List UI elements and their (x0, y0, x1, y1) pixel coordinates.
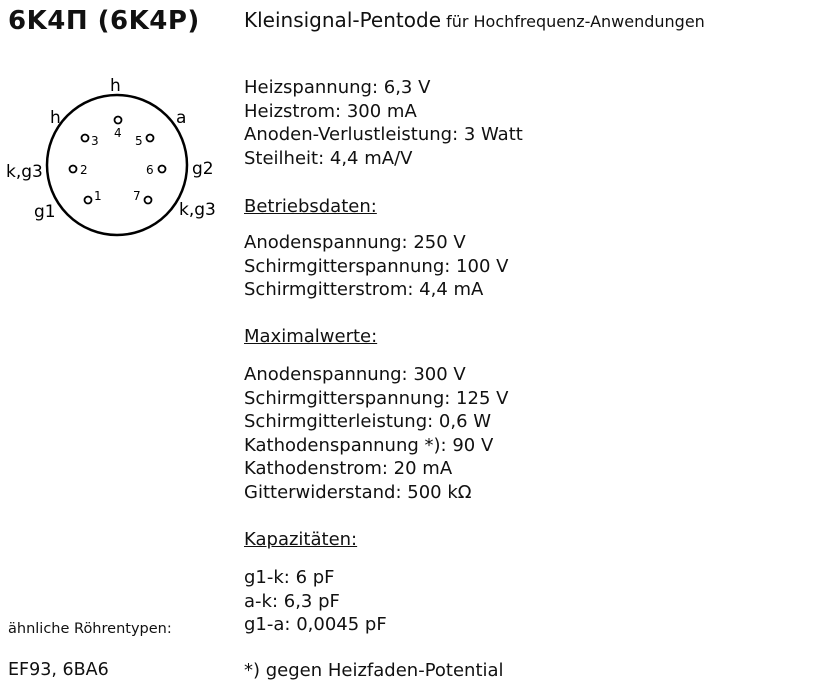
pin-label-upper-left: h (50, 108, 61, 128)
pin-hole-6 (159, 166, 166, 173)
pin-label-left: k,g3 (6, 162, 43, 182)
pin-hole-3 (82, 135, 89, 142)
similar-types-label: ähnliche Röhrentypen: (8, 621, 172, 637)
maximum-values-list (244, 363, 508, 504)
pin-hole-2 (70, 166, 77, 173)
pin-label-upper-right: a (176, 108, 187, 128)
description-main: Kleinsignal-Pentode (244, 8, 441, 32)
pin-number-2: 2 (80, 163, 88, 177)
pin-label-right: g2 (192, 159, 214, 179)
pin-hole-1 (85, 197, 92, 204)
pinout-diagram (0, 70, 240, 245)
spec-line: Gitterwiderstand: 500 kΩ (244, 481, 472, 503)
capacitances-list (244, 566, 387, 637)
spec-line: Anoden-Verlustleistung: 3 Watt (244, 124, 523, 145)
pin-hole-4 (115, 117, 122, 124)
similar-types: EF93, 6BA6 (8, 660, 109, 680)
spec-line: Schirmgitterspannung: 100 V (244, 255, 509, 277)
pin-label-lower-right: k,g3 (179, 200, 216, 220)
spec-line: Heizstrom: 300 mA (244, 100, 417, 122)
spec-line: Schirmgitterleistung: 0,6 W (244, 411, 492, 432)
pin-number-6: 6 (146, 163, 154, 177)
spec-line: Anodenspannung: 250 V (244, 232, 466, 253)
spec-line: Kathodenstrom: 20 mA (244, 458, 453, 479)
capacitances-heading: Kapazitäten: (244, 529, 358, 550)
pin-number-4: 4 (114, 126, 122, 140)
spec-line: g1-a: 0,0045 pF (244, 614, 387, 635)
tube-title: 6K4П (6K4P) (8, 6, 200, 36)
pin-number-1: 1 (94, 189, 102, 203)
pin-hole-5 (147, 135, 154, 142)
pin-number-3: 3 (91, 134, 99, 148)
pin-label-top: h (110, 76, 121, 96)
spec-line: Anodenspannung: 300 V (244, 364, 466, 385)
pin-label-lower-left: g1 (34, 202, 56, 222)
pin-number-5: 5 (135, 134, 143, 148)
pin-number-7: 7 (133, 189, 141, 203)
spec-line: Steilheit: 4,4 mA/V (244, 147, 413, 169)
spec-line: Schirmgitterstrom: 4,4 mA (244, 279, 484, 300)
operating-data-heading: Betriebsdaten: (244, 196, 377, 217)
maximum-values-heading: Maximalwerte: (244, 326, 378, 347)
pin-hole-7 (145, 197, 152, 204)
operating-data-list (244, 231, 508, 302)
footnote: *) gegen Heizfaden-Potential (244, 660, 504, 681)
spec-line: Kathodenspannung *): 90 V (244, 434, 494, 456)
spec-line: g1-k: 6 pF (244, 567, 335, 588)
spec-line: a-k: 6,3 pF (244, 590, 340, 612)
spec-line: Heizspannung: 6,3 V (244, 77, 431, 98)
description-sub: für Hochfrequenz-Anwendungen (441, 12, 705, 31)
tube-description (244, 8, 705, 32)
spec-line: Schirmgitterspannung: 125 V (244, 387, 509, 409)
basic-specs (244, 76, 523, 170)
